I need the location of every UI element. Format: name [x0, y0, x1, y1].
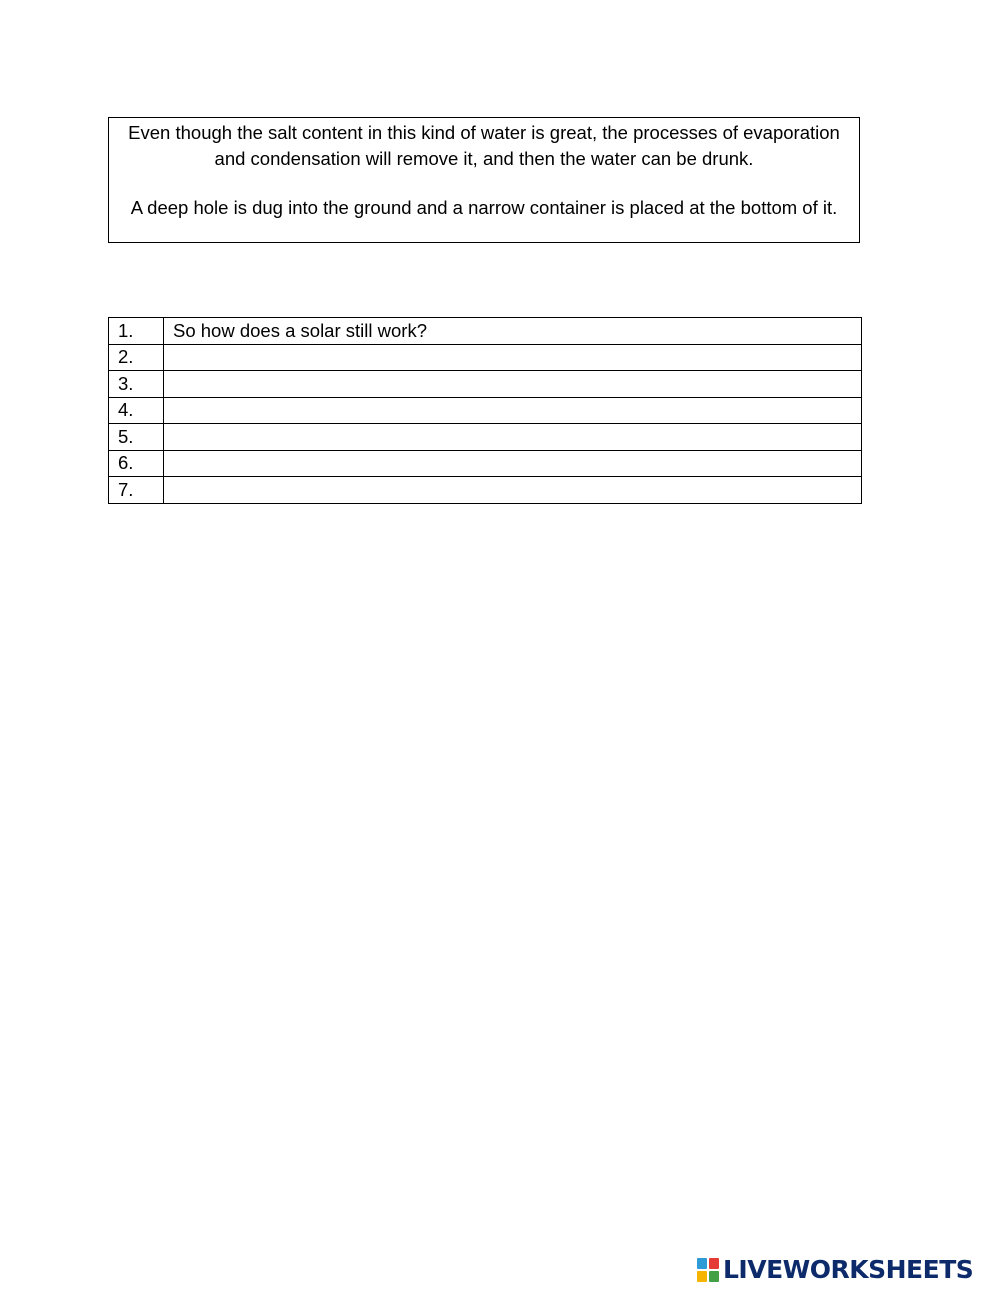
row-answer[interactable]	[164, 477, 862, 504]
text-paragraph-2: A deep hole is dug into the ground and a narrow container is placed at the bottom of it.	[130, 197, 838, 218]
table-row	[109, 477, 862, 504]
table-row	[109, 371, 862, 398]
steps-table	[108, 317, 862, 504]
logo-block	[697, 1271, 707, 1282]
text-box	[108, 117, 860, 243]
row-number: 1.	[109, 318, 164, 345]
table-row	[109, 344, 862, 371]
row-number: 7.	[109, 477, 164, 504]
table-row	[109, 397, 862, 424]
liveworksheets-logo	[697, 1256, 973, 1284]
row-number: 3.	[109, 371, 164, 398]
logo-blocks-icon	[697, 1258, 719, 1282]
row-answer[interactable]	[164, 424, 862, 451]
row-number: 2.	[109, 344, 164, 371]
table-row	[109, 450, 862, 477]
logo-block	[709, 1258, 719, 1269]
row-answer[interactable]	[164, 344, 862, 371]
row-answer[interactable]	[164, 450, 862, 477]
table-row	[109, 318, 862, 345]
row-answer[interactable]	[164, 371, 862, 398]
logo-block	[697, 1258, 707, 1269]
table-row	[109, 424, 862, 451]
row-number: 5.	[109, 424, 164, 451]
row-answer[interactable]: So how does a solar still work?	[164, 318, 862, 345]
row-number: 6.	[109, 450, 164, 477]
logo-text: LIVEWORKSHEETS	[723, 1255, 974, 1284]
row-answer[interactable]	[164, 397, 862, 424]
logo-block	[709, 1271, 719, 1282]
row-number: 4.	[109, 397, 164, 424]
text-paragraph-1: Even though the salt content in this kind of water is great, the processes of evaporation and condensation will remove it, and then the water can be drunk.	[128, 122, 840, 169]
